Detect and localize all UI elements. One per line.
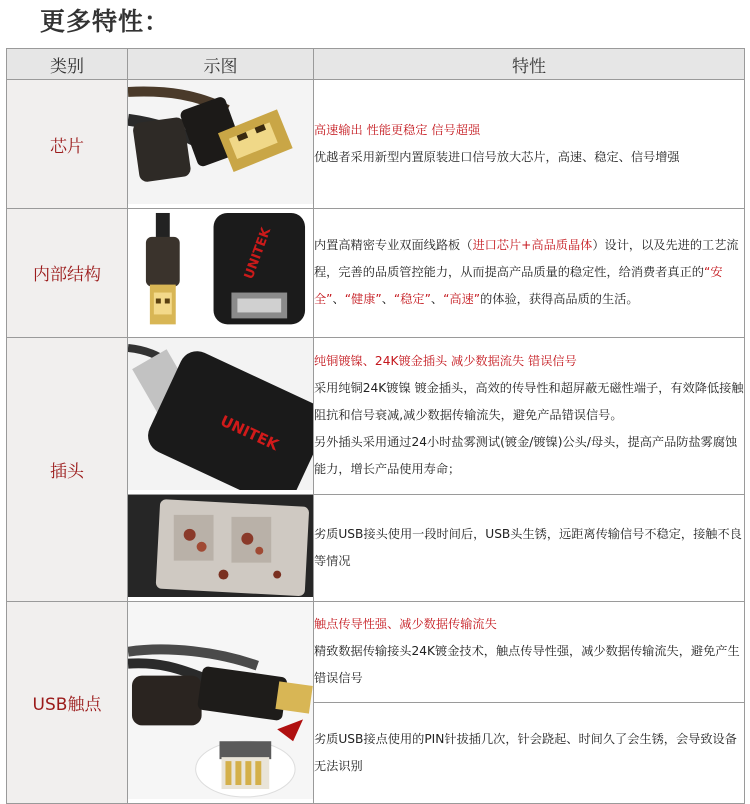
- usb-plug-photo: [128, 80, 313, 204]
- plug-photo-cell: [128, 337, 314, 494]
- rusty-connector-photo: [128, 495, 313, 597]
- table-header-row: [7, 49, 745, 80]
- plug-description-1: 采用纯铜24K镀镍 镀金插头，高效的传导性和超屏蔽无磁性端子，有效降低接触阻抗和信号衰减,减少数据传输流失，避免产品错误信号。: [314, 381, 744, 423]
- table-row-usb-a: [7, 602, 745, 702]
- plug-highlight: 纯铜镀镍、24K镀金插头 减少数据流失 错误信号: [314, 354, 577, 369]
- structure-photo-cell: [128, 209, 314, 337]
- table-row-plug-a: [7, 337, 745, 494]
- structure-text-2: ）设计，以及先进的工艺流程，完善的品质管控能力，从而提高产品质量的稳定性，给消费者真正的: [314, 238, 739, 280]
- feature-table: [6, 48, 745, 804]
- features-usb-b: [314, 702, 745, 803]
- unitek-plug-photo: [128, 338, 313, 490]
- plug-description-3: 劣质USB接头使用一段时间后，USB头生锈，远距离传输信号不稳定，接触不良等情况: [314, 527, 742, 569]
- usb-highlight: 触点传导性强、减少数据传输流失: [314, 617, 497, 632]
- features-structure: [314, 209, 745, 337]
- plug-description-2: 另外插头采用通过24小时盐雾测试(镀金/镀镍)公头/母头，提高产品防盐雾腐蚀能力，增长产品使用寿命；: [314, 435, 738, 477]
- header-illustration: 示图: [128, 49, 314, 80]
- features-chip: [314, 80, 745, 209]
- plug-brand-logo-text: UNITEK: [217, 411, 282, 454]
- structure-quote-stable: “稳定”: [393, 292, 431, 307]
- category-structure: 内部结构: [7, 209, 128, 337]
- chip-description: 优越者采用新型内置原装进口信号放大芯片，高速、稳定、信号增强: [314, 150, 680, 165]
- category-usb-contact: USB触点: [7, 602, 128, 804]
- structure-sep-3: 、: [430, 292, 444, 307]
- rusty-plug-photo-cell: [128, 494, 314, 601]
- usb-description-2: 劣质USB接点使用的PIN针拔插几次，针会跷起、时间久了会生锈，会导致设备无法识别: [314, 731, 737, 773]
- structure-quote-health: “健康”: [344, 292, 382, 307]
- header-category: 类别: [7, 49, 128, 80]
- chip-photo-cell: [128, 80, 314, 209]
- structure-sep-1: 、: [332, 292, 345, 307]
- features-usb-a: [314, 602, 745, 702]
- features-plug-a: [314, 337, 745, 494]
- structure-quote-safety: “安全”: [314, 265, 723, 307]
- structure-text-red: 进口芯片+高品质晶体: [472, 238, 593, 253]
- category-chip: 芯片: [7, 80, 128, 209]
- features-plug-b: [314, 494, 745, 601]
- usb-description-1: 精致数据传输接头24K镀金技术，触点传导性强，减少数据传输流失，避免产生错误信号: [314, 644, 740, 686]
- header-features: 特性: [314, 49, 745, 80]
- brand-logo-text: UNITEK: [241, 226, 275, 282]
- table-row-chip: [7, 80, 745, 209]
- structure-text-3: 的体验，获得高品质的生活。: [480, 292, 639, 307]
- chip-highlight: 高速输出 性能更稳定 信号超强: [314, 123, 481, 138]
- structure-text-1: 内置高精密专业双面线路板（: [314, 238, 473, 253]
- table-row-structure: [7, 209, 745, 337]
- usb-contact-photo: [128, 602, 313, 799]
- adapter-photo: [128, 209, 313, 332]
- usb-photo-cell: [128, 602, 314, 804]
- page-heading: 更多特性：: [40, 7, 171, 36]
- structure-sep-2: 、: [381, 292, 394, 307]
- category-plug: 插头: [7, 337, 128, 602]
- structure-quote-speed: “高速”: [443, 292, 481, 307]
